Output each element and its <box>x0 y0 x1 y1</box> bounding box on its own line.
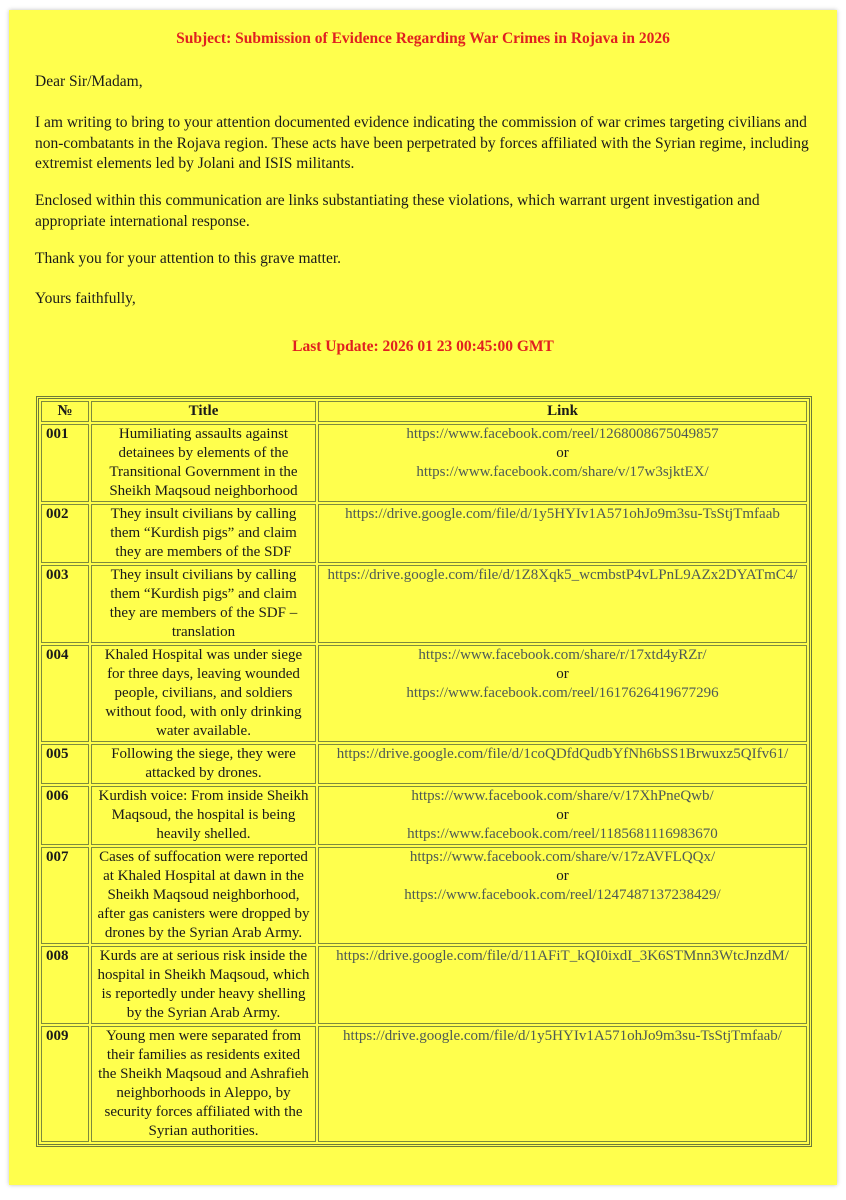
evidence-link-alt[interactable]: https://www.facebook.com/reel/1185681116983670 <box>407 826 718 842</box>
row-links <box>318 786 807 845</box>
row-number: 008 <box>41 946 89 1024</box>
paragraph-thanks: Thank you for your attention to this grave matter. <box>35 250 342 267</box>
row-links <box>318 946 807 1024</box>
or-separator: or <box>556 807 569 823</box>
row-title: Humiliating assaults against detainees by elements of the Transitional Government in the Sheikh Maqsoud neighborhood <box>91 424 316 502</box>
row-links <box>318 424 807 502</box>
document-page <box>9 10 837 1185</box>
row-links <box>318 847 807 944</box>
evidence-link[interactable]: https://www.facebook.com/share/v/17zAVFLQQx/ <box>409 849 716 865</box>
table-header-row <box>41 401 807 422</box>
evidence-link[interactable]: https://drive.google.com/file/d/1Z8Xqk5_wcmbstP4vLPnL9AZx2DYATmC4/ <box>327 567 798 583</box>
evidence-link-alt[interactable]: https://www.facebook.com/reel/1247487137238429/ <box>404 887 721 903</box>
row-number: 009 <box>41 1026 89 1142</box>
row-number: 003 <box>41 565 89 643</box>
row-links <box>318 504 807 563</box>
table-row <box>41 504 807 563</box>
or-separator: or <box>556 868 569 884</box>
row-title: Khaled Hospital was under siege for three days, leaving wounded people, civilians, and soldiers without food, with only drinking water available. <box>91 645 316 742</box>
subject-line: Subject: Submission of Evidence Regarding War Crimes in Rojava in 2026 <box>176 30 670 47</box>
row-number: 001 <box>41 424 89 502</box>
row-links <box>318 744 807 784</box>
paragraph-intro: I am writing to bring to your attention documented evidence indicating the commission of war crimes targeting civilians and non-combatants in the Rojava region. These acts have been perpetrated by forces affiliated with the Syrian regime, including extremist elements led by Jolani and ISIS militants. <box>35 114 809 172</box>
row-links <box>318 565 807 643</box>
evidence-link[interactable]: https://drive.google.com/file/d/1y5HYIv1A571ohJo9m3su-TsStjTmfaab/ <box>343 1028 782 1044</box>
evidence-link-alt[interactable]: https://www.facebook.com/reel/1617626419677296 <box>406 685 719 701</box>
table-row <box>41 946 807 1024</box>
header-link: Link <box>318 401 807 422</box>
row-links <box>318 645 807 742</box>
closing: Yours faithfully, <box>35 290 136 307</box>
row-number: 005 <box>41 744 89 784</box>
evidence-link[interactable]: https://www.facebook.com/share/r/17xtd4yRZr/ <box>418 647 707 663</box>
table-row <box>41 645 807 742</box>
evidence-table <box>36 396 812 1147</box>
table-row <box>41 786 807 845</box>
row-title: Young men were separated from their families as residents exited the Sheikh Maqsoud and Ashrafieh neighborhoods in Aleppo, by security forces affiliated with the Syrian authorities. <box>91 1026 316 1142</box>
table-row <box>41 565 807 643</box>
salutation: Dear Sir/Madam, <box>35 73 143 90</box>
table-row <box>41 847 807 944</box>
evidence-link[interactable]: https://drive.google.com/file/d/11AFiT_kQI0ixdI_3K6STMnn3WtcJnzdM/ <box>336 948 789 964</box>
row-number: 007 <box>41 847 89 944</box>
paragraph-enclosure: Enclosed within this communication are links substantiating these violations, which warrant urgent investigation and appropriate international response. <box>35 192 760 230</box>
row-number: 004 <box>41 645 89 742</box>
table-row <box>41 744 807 784</box>
evidence-link[interactable]: https://drive.google.com/file/d/1coQDfdQudbYfNh6bSS1Brwuxz5QIfv61/ <box>336 746 789 762</box>
row-number: 002 <box>41 504 89 563</box>
row-links <box>318 1026 807 1142</box>
row-title: Cases of suffocation were reported at Khaled Hospital at dawn in the Sheikh Maqsoud neighborhood, after gas canisters were dropped by drones by the Syrian Arab Army. <box>91 847 316 944</box>
row-title: Kurds are at serious risk inside the hospital in Sheikh Maqsoud, which is reportedly under heavy shelling by the Syrian Arab Army. <box>91 946 316 1024</box>
row-title: Following the siege, they were attacked by drones. <box>91 744 316 784</box>
row-title: They insult civilians by calling them “Kurdish pigs” and claim they are members of the SDF <box>91 504 316 563</box>
row-title: Kurdish voice: From inside Sheikh Maqsoud, the hospital is being heavily shelled. <box>91 786 316 845</box>
table-row <box>41 424 807 502</box>
evidence-link[interactable]: https://drive.google.com/file/d/1y5HYIv1A571ohJo9m3su-TsStjTmfaab <box>345 506 780 522</box>
row-number: 006 <box>41 786 89 845</box>
table-row <box>41 1026 807 1142</box>
or-separator: or <box>556 666 569 682</box>
evidence-link-alt[interactable]: https://www.facebook.com/share/v/17w3sjktEX/ <box>416 464 709 480</box>
evidence-link[interactable]: https://www.facebook.com/share/v/17XhPneQwb/ <box>411 788 714 804</box>
or-separator: or <box>556 445 569 461</box>
evidence-link[interactable]: https://www.facebook.com/reel/1268008675049857 <box>406 426 719 442</box>
header-num: № <box>41 401 89 422</box>
last-update: Last Update: 2026 01 23 00:45:00 GMT <box>292 338 554 355</box>
header-title: Title <box>91 401 316 422</box>
row-title: They insult civilians by calling them “Kurdish pigs” and claim they are members of the SDF – translation <box>91 565 316 643</box>
